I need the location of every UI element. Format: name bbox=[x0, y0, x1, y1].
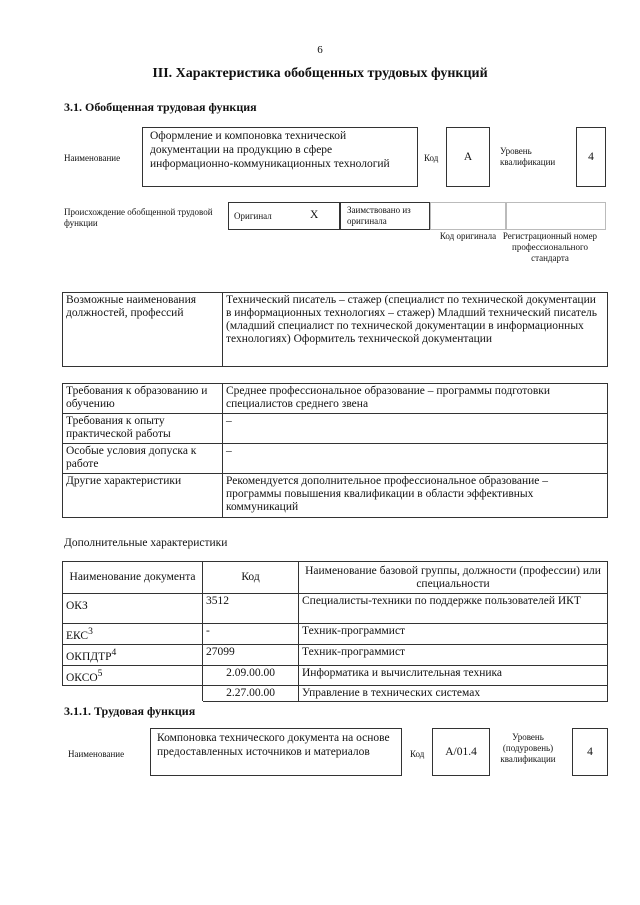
req-value: Среднее профессиональное образование – программы подготовки специалистов среднего звена bbox=[223, 384, 608, 414]
table-row bbox=[63, 414, 608, 444]
name-cell: Специалисты-техники по поддержке пользователей ИКТ bbox=[299, 594, 608, 624]
name-cell: Техник-программист bbox=[299, 624, 608, 645]
gtf-name-value: Оформление и компоновка технической документации на продукцию в сфере информационно-коммуникационных технологий bbox=[150, 130, 390, 170]
tf-level-value: 4 bbox=[587, 746, 593, 758]
table-header-row bbox=[63, 562, 608, 594]
req-label: Требования к опыту практической работы bbox=[63, 414, 223, 444]
reg-number-label: Регистрационный номер профессионального стандарта bbox=[502, 231, 598, 263]
tf-heading: 3.1.1. Трудовая функция bbox=[64, 704, 196, 718]
gtf-level-label: Уровень квалификации bbox=[500, 146, 556, 167]
tf-code-value: A/01.4 bbox=[445, 746, 477, 758]
table-row bbox=[63, 624, 608, 645]
tf-name-value: Компоновка технического документа на основе предоставленных источников и материалов bbox=[157, 732, 390, 758]
req-label: Другие характеристики bbox=[63, 474, 223, 518]
page-number: 6 bbox=[317, 44, 323, 56]
doc-cell: ОКПДТР$^4$ bbox=[63, 644, 203, 665]
req-label: Особые условия допуска к работе bbox=[63, 444, 223, 474]
gtf-code-value: A bbox=[463, 151, 473, 163]
gtf-code-label: Код bbox=[424, 153, 439, 163]
gtf-name-label: Наименование bbox=[64, 153, 121, 163]
code-cell: 2.09.00.00 bbox=[203, 665, 299, 686]
positions-table bbox=[62, 292, 608, 367]
gtf-heading: 3.1. Обобщенная трудовая функция bbox=[64, 100, 257, 114]
table-row bbox=[63, 686, 608, 702]
original-label: Оригинал bbox=[234, 211, 272, 221]
req-value: – bbox=[223, 414, 608, 444]
table-row bbox=[63, 665, 608, 686]
name-cell: Техник-программист bbox=[299, 644, 608, 665]
name-cell: Управление в технических системах bbox=[299, 686, 608, 702]
table-row bbox=[63, 474, 608, 518]
table-row bbox=[63, 644, 608, 665]
code-cell: 3512 bbox=[203, 594, 299, 624]
header-code: Код bbox=[203, 562, 299, 594]
section-title: III. Характеристика обобщенных трудовых функций bbox=[152, 66, 488, 81]
borrowed-label: Заимствовано из оригинала bbox=[347, 205, 411, 226]
req-value: – bbox=[223, 444, 608, 474]
header-document: Наименование документа bbox=[63, 562, 203, 594]
gtf-level-value: 4 bbox=[588, 151, 594, 163]
reg-number-box bbox=[506, 202, 606, 230]
req-value: Рекомендуется дополнительное профессиональное образование – программы повышения квалификации в области эффективных коммуникаций bbox=[223, 474, 608, 518]
header-name: Наименование базовой группы, должности (профессии) или специальности bbox=[299, 562, 608, 594]
req-label: Требования к образованию и обучению bbox=[63, 384, 223, 414]
positions-label: Возможные наименования должностей, профессий bbox=[63, 293, 223, 367]
positions-value: Технический писатель – стажер (специалист по технической документации в информационных технологиях – стажер) Младший технический писатель (младший специалист по технической документации в информационных технологиях) Оформитель технической документации bbox=[223, 293, 608, 367]
code-cell: 2.27.00.00 bbox=[203, 686, 299, 702]
name-cell: Информатика и вычислительная техника bbox=[299, 665, 608, 686]
tf-code-label: Код bbox=[410, 749, 425, 759]
table-row bbox=[63, 594, 608, 624]
tf-level-label: Уровень (подуровень) квалификации bbox=[500, 732, 556, 764]
origin-code-box bbox=[430, 202, 506, 230]
table-row bbox=[63, 384, 608, 414]
original-mark: X bbox=[310, 209, 319, 221]
code-cell: 27099 bbox=[203, 644, 299, 665]
origin-label: Происхождение обобщенной трудовой функции bbox=[64, 207, 213, 228]
requirements-table bbox=[62, 383, 608, 518]
additional-title: Дополнительные характеристики bbox=[64, 537, 228, 549]
doc-cell: ОКЗ bbox=[63, 594, 203, 624]
doc-cell: ОКСО$^5$ bbox=[63, 665, 203, 686]
origin-code-label: Код оригинала bbox=[439, 231, 497, 241]
doc-cell: ЕКС$^3$ bbox=[63, 624, 203, 645]
tf-name-label: Наименование bbox=[68, 749, 125, 759]
table-row bbox=[63, 444, 608, 474]
additional-table bbox=[62, 561, 608, 702]
code-cell: - bbox=[203, 624, 299, 645]
doc-cell bbox=[63, 686, 203, 702]
